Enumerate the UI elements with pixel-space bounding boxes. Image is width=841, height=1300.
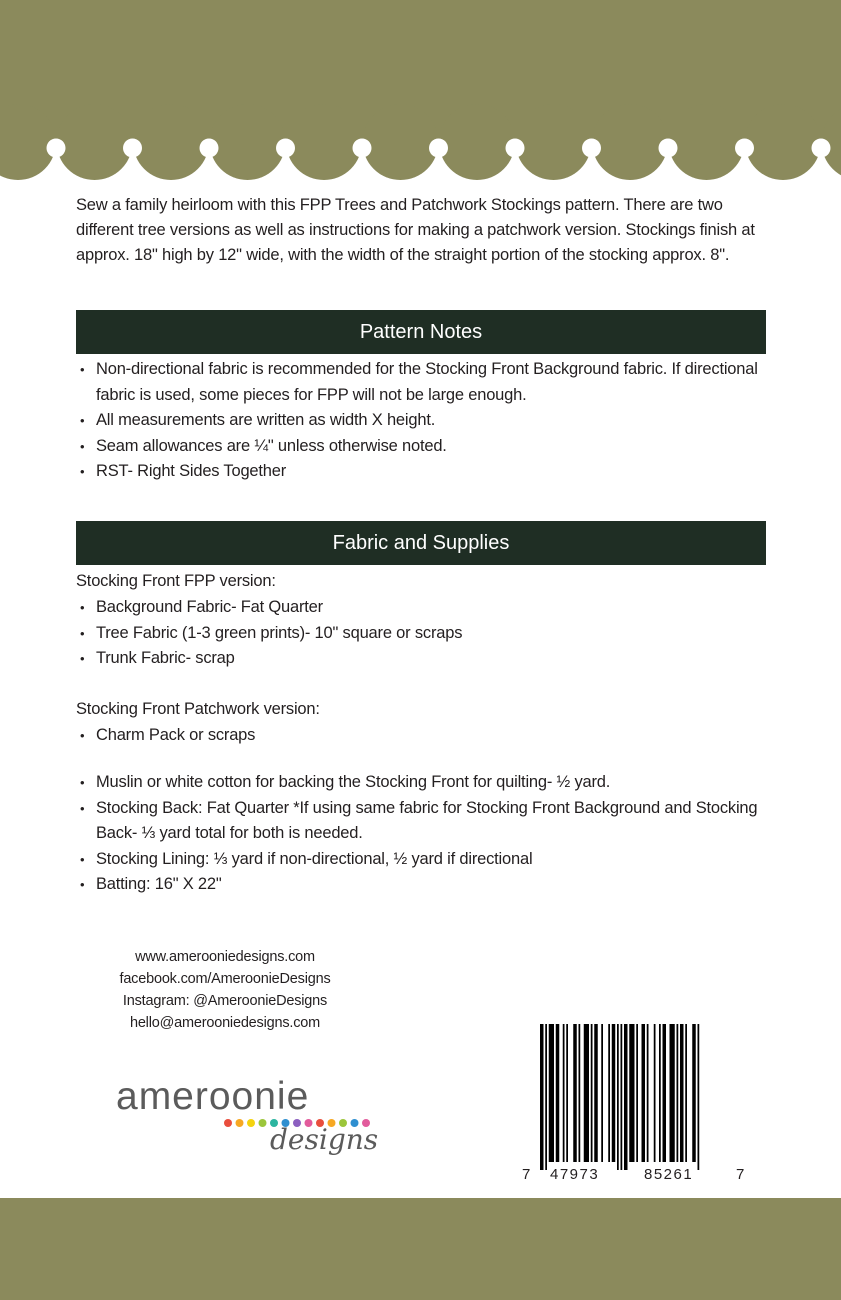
barcode-bar: [563, 1024, 565, 1162]
barcode-bar: [573, 1024, 577, 1162]
list-item: • Tree Fabric (1-3 green prints)- 10" square or scraps: [76, 621, 776, 647]
scallop-dot: [200, 139, 219, 158]
logo-dot: [224, 1119, 232, 1127]
scallop: [210, 104, 286, 180]
bottom-band: [0, 1198, 841, 1300]
fpp-items-list: [76, 595, 776, 672]
barcode-bar: [608, 1024, 610, 1162]
scallop: [133, 104, 209, 180]
website-link[interactable]: www.amerooniedesigns.com: [135, 949, 315, 965]
barcode-bar: [545, 1024, 547, 1170]
barcode-bar: [556, 1024, 560, 1162]
barcode-digit-last: 7: [736, 1166, 746, 1183]
patchwork-version-title: Stocking Front Patchwork version:: [76, 700, 320, 718]
scallop: [286, 104, 362, 180]
other-supplies-list: [76, 770, 776, 898]
barcode: [520, 1020, 748, 1190]
scallop: [516, 104, 592, 180]
email-link[interactable]: hello@amerooniedesigns.com: [129, 1015, 321, 1031]
ameroonie-logo: [110, 1075, 380, 1165]
barcode-bar: [549, 1024, 554, 1162]
barcode-bar: [591, 1024, 593, 1162]
barcode-bars: [520, 1020, 748, 1170]
logo-dot: [259, 1119, 267, 1127]
scallop-dot: [47, 139, 66, 158]
logo-dot: [236, 1119, 244, 1127]
list-item: • Stocking Lining: ⅓ yard if non-directional, ½ yard if directional: [76, 847, 776, 873]
barcode-bar: [654, 1024, 656, 1162]
facebook-link[interactable]: facebook.com/AmeroonieDesigns: [119, 971, 331, 987]
barcode-bar: [566, 1024, 568, 1162]
list-item: • Seam allowances are ¼" unless otherwise noted.: [76, 434, 776, 460]
scallop: [745, 104, 821, 180]
scallop-dot: [582, 139, 601, 158]
logo-wordmark: ameroonie: [116, 1075, 310, 1118]
barcode-bar: [594, 1024, 598, 1162]
scallop: [439, 104, 515, 180]
scallop-dot: [276, 139, 295, 158]
scallop-dot: [353, 139, 372, 158]
scallop-dot: [735, 139, 754, 158]
scallop-dot: [123, 139, 142, 158]
fabric-supplies-heading: Fabric and Supplies: [76, 521, 766, 565]
barcode-bar: [698, 1024, 700, 1170]
barcode-bar: [612, 1024, 616, 1162]
scallop: [592, 104, 668, 180]
scallop: [363, 104, 439, 180]
patchwork-items-list: [76, 723, 776, 749]
barcode-bar: [692, 1024, 696, 1162]
list-item: • Batting: 16" X 22": [76, 872, 776, 898]
barcode-bar: [663, 1024, 667, 1162]
list-item: • Charm Pack or scraps: [76, 723, 776, 749]
barcode-bar: [584, 1024, 589, 1162]
scallop-dot: [659, 139, 678, 158]
barcode-bar: [579, 1024, 581, 1162]
pattern-notes-heading: Pattern Notes: [76, 310, 766, 354]
list-item: • Non-directional fabric is recommended for the Stocking Front Background fabric. If directional fabric is used, some pieces for FPP will not be large enough.: [76, 357, 776, 408]
barcode-bar: [629, 1024, 634, 1162]
scallop-dot: [812, 139, 831, 158]
list-item: • Background Fabric- Fat Quarter: [76, 595, 776, 621]
list-item: • All measurements are written as width X height.: [76, 408, 776, 434]
logo-dot: [247, 1119, 255, 1127]
scallop-dot: [506, 139, 525, 158]
barcode-bar: [642, 1024, 646, 1162]
list-item: • RST- Right Sides Together: [76, 459, 776, 485]
barcode-digit-first: 7: [522, 1166, 532, 1183]
barcode-bar: [540, 1024, 544, 1170]
barcode-bar: [677, 1024, 679, 1162]
top-scalloped-band: [0, 0, 841, 185]
pattern-notes-list: [76, 357, 776, 485]
scallop: [669, 104, 745, 180]
barcode-bar: [621, 1024, 623, 1170]
barcode-bar: [624, 1024, 628, 1170]
list-item: • Muslin or white cotton for backing the Stocking Front for quilting- ½ yard.: [76, 770, 776, 796]
logo-subtitle: designs: [270, 1123, 379, 1156]
intro-paragraph: Sew a family heirloom with this FPP Trees and Patchwork Stockings pattern. There are two different tree versions as well as instructions for making a patchwork version. Stockings finish at approx. 18" high by 12" wide, with the width of the straight portion of the stocking approx. 8".: [76, 196, 755, 264]
instagram-link[interactable]: Instagram: @AmeroonieDesigns: [122, 993, 328, 1009]
barcode-bar: [617, 1024, 619, 1170]
scallop: [57, 104, 133, 180]
scallop-dot: [429, 139, 448, 158]
barcode-bar: [636, 1024, 638, 1162]
barcode-bar: [659, 1024, 661, 1162]
fpp-version-title: Stocking Front FPP version:: [76, 572, 276, 590]
contact-info: [100, 946, 350, 1034]
barcode-bar: [670, 1024, 675, 1162]
barcode-bar: [685, 1024, 687, 1162]
barcode-digits-right: 85261: [644, 1166, 694, 1183]
list-item: • Trunk Fabric- scrap: [76, 646, 776, 672]
barcode-bar: [647, 1024, 649, 1162]
barcode-bar: [680, 1024, 684, 1162]
list-item: • Stocking Back: Fat Quarter *If using same fabric for Stocking Front Background and Stocking Back- ⅓ yard total for both is needed.: [76, 796, 776, 847]
barcode-digits-left: 47973: [550, 1166, 600, 1183]
barcode-bar: [601, 1024, 603, 1162]
